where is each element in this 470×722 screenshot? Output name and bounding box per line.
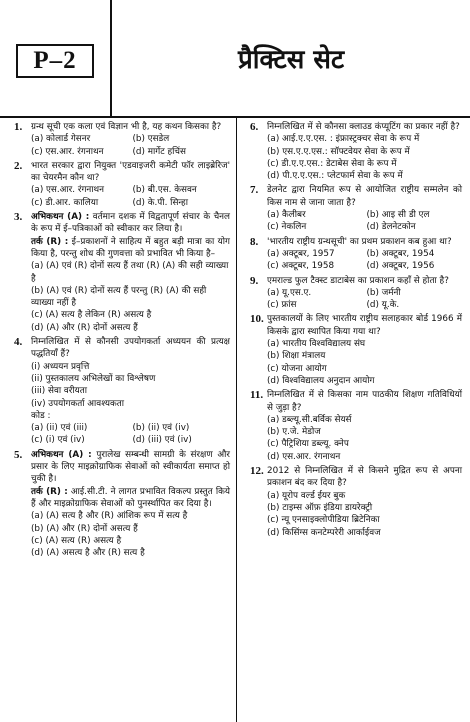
option-c: (c) फ्रांस <box>267 300 297 311</box>
question-text: भारत सरकार द्वारा नियुक्त 'एडवाइजरी कमेटी फॉर लाइब्रेरिज' का चेयरमैन कौन था? <box>31 160 230 184</box>
question-number: 4. <box>14 336 23 349</box>
option-b: (b) (ii) एवं (iv) <box>132 423 190 434</box>
question-number: 9. <box>250 274 259 287</box>
assertion <box>31 449 230 486</box>
statement-ii: (ii) पुस्तकालय अभिलेखों का विश्लेषण <box>31 373 156 384</box>
reason <box>31 486 230 511</box>
options <box>31 184 230 209</box>
question-11 <box>250 389 462 463</box>
option-c: (c) न्यू एनसाइक्लोपीडिया ब्रिटेनिका <box>267 515 380 526</box>
option-a: (a) भारतीय विश्वविद्यालय संघ <box>267 339 366 350</box>
option-d: (d) एस.आर. रंगनाथन <box>267 451 341 462</box>
option-b: (b) एसडेल <box>132 134 170 145</box>
code-label: कोड : <box>31 410 51 421</box>
options <box>31 422 230 447</box>
option-c: (c) (i) एवं (iv) <box>31 435 85 446</box>
reason-label: तर्क (R) : <box>31 236 69 247</box>
question-number: 8. <box>250 235 259 248</box>
option-c: (c) अक्टूबर, 1958 <box>267 261 335 272</box>
assertion-text: वर्तमान दशक में विद्वतापूर्ण संचार के चैनल के रूप में ई–पत्रिकाओं को स्वीकार कर लिया है। <box>31 212 231 235</box>
assertion <box>31 211 230 236</box>
option-c: (c) डी.आर. कालिया <box>31 197 99 208</box>
option-a: (a) अक्टूबर, 1957 <box>267 248 335 259</box>
question-text: 'भारतीय राष्ट्रीय ग्रन्थसूची' का प्रथम प्रकाशन कब हुआ था? <box>267 236 452 247</box>
assertion-text: पुरालेख सम्बन्धी सामग्री के संरक्षण और प्रसार के लिए माइक्रोग्राफिक सेवाओं को स्वीकार्यता समाप्त हो चुकी है। <box>31 449 230 485</box>
option-c: (c) योजना आयोग <box>267 363 327 374</box>
question-text: 2012 से निम्नलिखित में से किसने मुद्रित रूप से अपना प्रकाशन बंद कर दिया है? <box>267 466 462 489</box>
statement-iii: (iii) सेवा वरीयता <box>31 386 88 397</box>
option-d: (d) (iii) एवं (iv) <box>132 435 192 446</box>
reason-label: तर्क (R) : <box>31 486 68 497</box>
question-text: निम्नलिखित में से कौनसा क्लाउड कंप्यूटिंग का प्रकार नहीं है? <box>267 122 460 132</box>
option-b: (b) (A) एवं (R) दोनों सत्य हैं परन्तु (R) (A) की सही व्याख्या नहीं है <box>31 285 207 309</box>
assertion-label: अभिकथन (A) : <box>31 449 92 460</box>
reason-text: ई–प्रकाशनों ने साहित्य में बहुत बड़ी मात्रा का योग किया है, परन्तु शोध की गुणवत्ता को प्रभावित भी किया है– <box>31 236 231 259</box>
reason <box>31 236 230 261</box>
question-5 <box>14 449 230 560</box>
question-7 <box>250 184 462 233</box>
options <box>267 287 462 312</box>
question-number: 5. <box>14 448 23 461</box>
option-b: (b) आइ सी डी एल <box>366 210 430 221</box>
options <box>31 133 230 158</box>
option-a: (a) (A) सत्य है और (R) आंशिक रूप में सत्य है <box>31 511 188 522</box>
option-a: (a) डब्ल्यू.सी.बर्विक सेयर्स <box>267 414 352 425</box>
option-a: (a) (A) एवं (R) दोनों सत्य हैं तथा (R) (A) की सही व्याख्या है <box>31 261 229 284</box>
option-d: (d) विश्वविद्यालय अनुदान आयोग <box>267 375 375 386</box>
column-divider <box>236 116 237 722</box>
option-b: (b) (A) और (R) दोनों असत्य हैं <box>31 523 138 534</box>
reason-text: आई.सी.टी. ने लागत प्रभावित विकल्प प्रस्तुत किये हैं और माइक्रोग्राफिक सेवाओं को पुनर्स्थापित कर दिया है। <box>31 486 230 509</box>
question-10 <box>250 313 462 387</box>
options <box>267 209 462 234</box>
right-column <box>250 121 462 541</box>
option-d: (d) किसिंग्स कनटेम्परेरी आर्काईवज <box>267 527 381 538</box>
question-text: डेलनेट द्वारा नियमित रूप से आयोजित राष्ट्रीय सम्मलेन को किस नाम से जाना जाता है? <box>267 185 462 208</box>
question-number: 2. <box>14 159 23 172</box>
statement-i: (i) अध्ययन प्रवृत्ति <box>31 361 90 372</box>
statement-iv: (iv) उपयोगकर्ता आवश्यकता <box>31 398 125 409</box>
options <box>267 248 462 273</box>
page-title: प्रैक्टिस सेट <box>237 45 345 75</box>
option-d: (d) (A) और (R) दोनों असत्य हैं <box>31 322 138 333</box>
question-number: 7. <box>250 184 259 197</box>
option-d: (d) अक्टूबर, 1956 <box>366 261 435 272</box>
assertion-label: अभिकथन (A) : <box>31 212 90 223</box>
option-d: (d) यू.के. <box>366 300 400 311</box>
question-1 <box>14 121 230 158</box>
question-number: 12. <box>250 465 264 478</box>
option-b: (b) शिक्षा मंत्रालय <box>267 351 326 362</box>
question-number: 10. <box>250 313 264 326</box>
question-6 <box>250 121 462 182</box>
option-a: (a) यू.एस.ए. <box>267 287 312 298</box>
option-d: (d) मार्गेट हचिंस <box>132 146 186 157</box>
question-text: ग्रन्थ सूची एक कला एवं विज्ञान भी है, यह कथन किसका है? <box>31 122 222 132</box>
option-a: (a) एस.आर. रंगनाथन <box>31 185 105 196</box>
question-8 <box>250 236 462 273</box>
question-text: पुस्तकालयों के लिए भारतीय राष्ट्रीय सलाहकार बोर्ड 1966 में किसके द्वारा स्थापित किया गया था? <box>267 314 462 337</box>
question-text: निम्नलिखित में से कौनसी उपयोगकर्ता अध्ययन की प्रत्यक्ष पद्धतियाँ हैं? <box>31 337 230 360</box>
option-c: (c) नेकलिन <box>267 222 307 233</box>
option-c: (c) (A) सत्य है लेकिन (R) असत्य है <box>31 310 152 321</box>
option-b: (b) अक्टूबर, 1954 <box>366 248 435 259</box>
option-b: (b) टाइम्स ऑफ़ इंडिया डायरेक्ट्री <box>267 502 373 513</box>
question-9 <box>250 275 462 312</box>
question-text: एमराल्ड फुल टैक्स्ट डाटाबेस का प्रकाशन कहाँ से होता है? <box>267 275 449 286</box>
option-a: (a) आई.ए.ए.एस. : इंफ्रास्ट्रक्चर सेवा के रूप में <box>267 134 420 145</box>
option-a: (a) कैलीबर <box>267 210 306 221</box>
option-c: (c) पैट्रिशिया डब्ल्यू. क्नेप <box>267 439 349 450</box>
question-text: निम्नलिखित में से किसका नाम पाठकीय शिक्षण गतिविधियों से जुड़ा है? <box>267 390 462 413</box>
header-divider <box>0 116 470 118</box>
option-b: (b) जर्मनी <box>366 287 401 298</box>
option-b: (b) बी.एस. केसवन <box>132 185 197 196</box>
option-a: (a) कोलार्ड गेसनर <box>31 134 91 145</box>
question-number: 6. <box>250 121 259 133</box>
option-a: (a) यूरोप वर्ल्ड ईयर बुक <box>267 490 346 501</box>
question-4 <box>14 336 230 447</box>
header-left-panel <box>0 0 112 118</box>
question-3 <box>14 211 230 334</box>
question-2 <box>14 160 230 209</box>
question-number: 11. <box>250 389 264 402</box>
option-b: (b) एस.ए.ए.एस.: सॉफ्टवेयर सेवा के रूप में <box>267 146 410 157</box>
option-a: (a) (ii) एवं (iii) <box>31 423 88 434</box>
option-d: (d) के.पी. सिन्हा <box>132 197 188 208</box>
question-number: 1. <box>14 121 23 133</box>
left-column <box>14 121 230 561</box>
question-number: 3. <box>14 211 23 224</box>
set-code-box: P–2 <box>16 44 94 78</box>
question-12 <box>250 465 462 539</box>
option-c: (c) डी.ए.ए.एस.: डेटाबेस सेवा के रूप में <box>267 158 397 169</box>
option-d: (d) (A) असत्य है और (R) सत्य है <box>31 548 145 559</box>
option-d: (d) पी.ए.ए.एस.: प्लेटफार्म सेवा के रूप में <box>267 171 403 182</box>
option-c: (c) (A) सत्य (R) असत्य है <box>31 535 122 546</box>
option-b: (b) ए.जे. मेडोज <box>267 427 321 438</box>
option-d: (d) डेलनेटकोन <box>366 222 416 233</box>
option-c: (c) एस.आर. रंगनाथन <box>31 146 104 157</box>
